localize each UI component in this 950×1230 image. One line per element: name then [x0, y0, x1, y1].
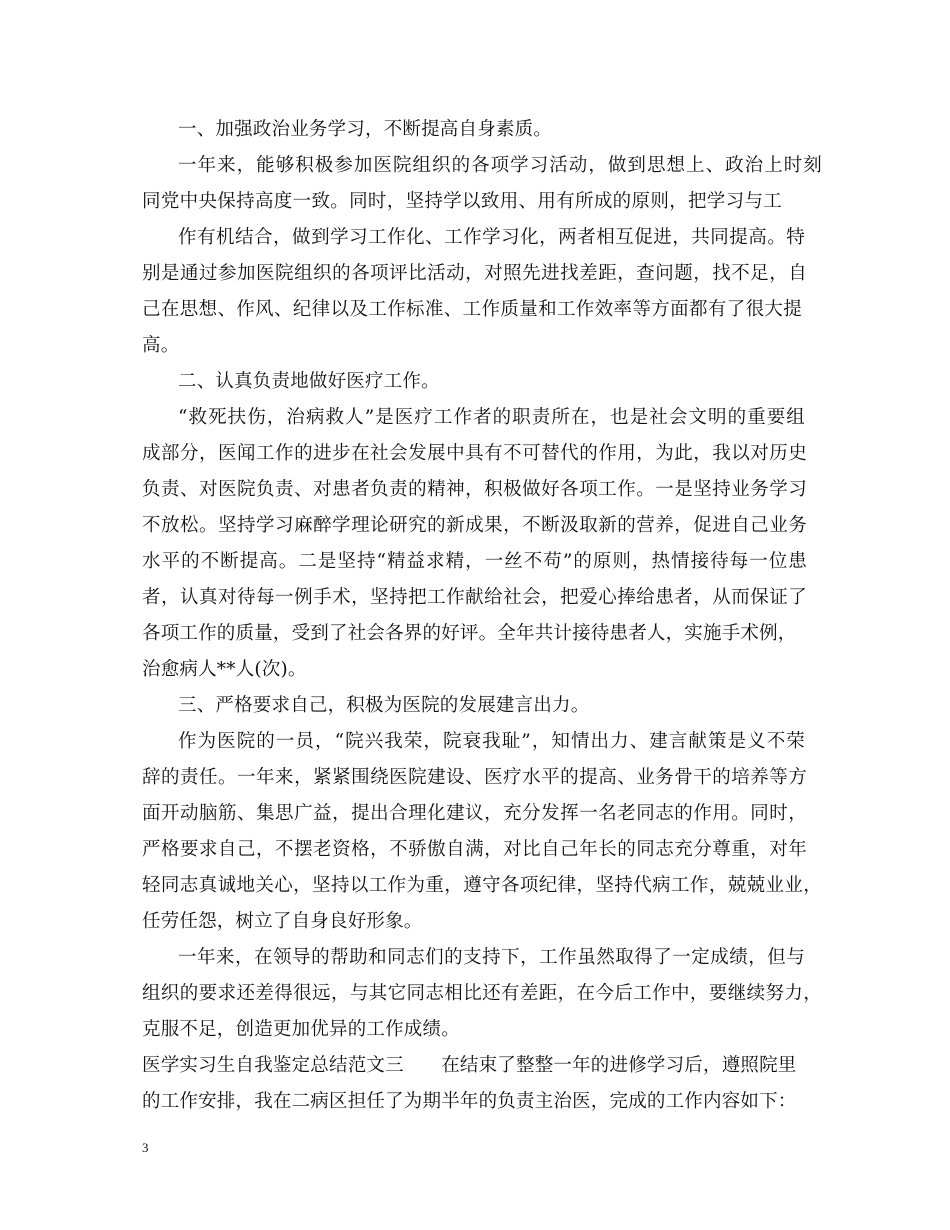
paragraph-line: 己在思想、作风、纪律以及工作标准、工作质量和工作效率等方面都有了很大提: [142, 299, 802, 320]
paragraph-line: 不放松。坚持学习麻醉学理论研究的新成果，不断汲取新的营养，促进自己业务: [142, 515, 807, 536]
paragraph-line: 辞的责任。一年来，紧紧围绕医院建设、医疗水平的提高、业务骨干的培养等方: [142, 767, 807, 788]
paragraph-line: 作有机结合，做到学习工作化、工作学习化，两者相互促进，共同提高。特: [178, 227, 805, 248]
paragraph-line: 各项工作的质量，受到了社会各界的好评。全年共计接待患者人，实施手术例，: [142, 623, 797, 644]
paragraph-line: 轻同志真诚地关心，坚持以工作为重，遵守各项纪律，坚持代病工作，兢兢业业，: [142, 875, 822, 896]
paragraph-line: 别是通过参加医院组织的各项评比活动，对照先进找差距，查问题，找不足，自: [142, 263, 807, 284]
paragraph-line: 面开动脑筋、集思广益，提出合理化建议，充分发挥一名老同志的作用。同时，: [142, 803, 807, 824]
paragraph-line: 作为医院的一员，“院兴我荣，院衰我耻”，知情出力、建言献策是义不荣: [178, 731, 805, 752]
heading-3: 三、严格要求自己，积极为医院的发展建言出力。: [178, 695, 590, 716]
paragraph-line: 组织的要求还差得很远，与其它同志相比还有差距，在今后工作中，要继续努力，: [142, 983, 822, 1004]
paragraph-line: 的工作安排，我在二病区担任了为期半年的负责主治医，完成的工作内容如下：: [142, 1091, 797, 1112]
paragraph-line: 严格要求自己，不摆老资格，不骄傲自满，对比自己年长的同志充分尊重，对年: [142, 839, 807, 860]
heading-1: 一、加强政治业务学习，不断提高自身素质。: [178, 119, 553, 140]
paragraph-line: 同党中央保持高度一致。同时，坚持学以致用、用有所成的原则，把学习与工: [142, 191, 782, 212]
paragraph-line: 者，认真对待每一例手术，坚持把工作献给社会，把爱心捧给患者，从而保证了: [142, 587, 807, 608]
paragraph-line: 高。: [142, 335, 180, 356]
page-number: 3: [142, 1140, 149, 1155]
paragraph-line: 克服不足，创造更加优异的工作成绩。: [142, 1019, 460, 1040]
heading-2: 二、认真负责地做好医疗工作。: [178, 371, 440, 392]
paragraph-line: 一年来，在领导的帮助和同志们的支持下，工作虽然取得了一定成绩，但与: [178, 947, 805, 968]
paragraph-line: 治愈病人**人(次)。: [142, 659, 307, 680]
section-title-line: 医学实习生自我鉴定总结范文三 在结束了整整一年的进修学习后，遵照院里: [142, 1055, 797, 1076]
paragraph-line: 水平的不断提高。二是坚持“精益求精，一丝不苟”的原则，热情接待每一位患: [142, 551, 807, 572]
paragraph-line: 一年来，能够积极参加医院组织的各项学习活动，做到思想上、政治上时刻: [178, 155, 822, 176]
paragraph-line: “救死扶伤，治病救人”是医疗工作者的职责所在，也是社会文明的重要组: [178, 407, 805, 428]
paragraph-line: 成部分，医闻工作的进步在社会发展中具有不可替代的作用，为此，我以对历史: [142, 443, 807, 464]
paragraph-line: 负责、对医院负责、对患者负责的精神，积极做好各项工作。一是坚持业务学习: [142, 479, 807, 500]
paragraph-line: 任劳任怨，树立了自身良好形象。: [142, 911, 423, 932]
